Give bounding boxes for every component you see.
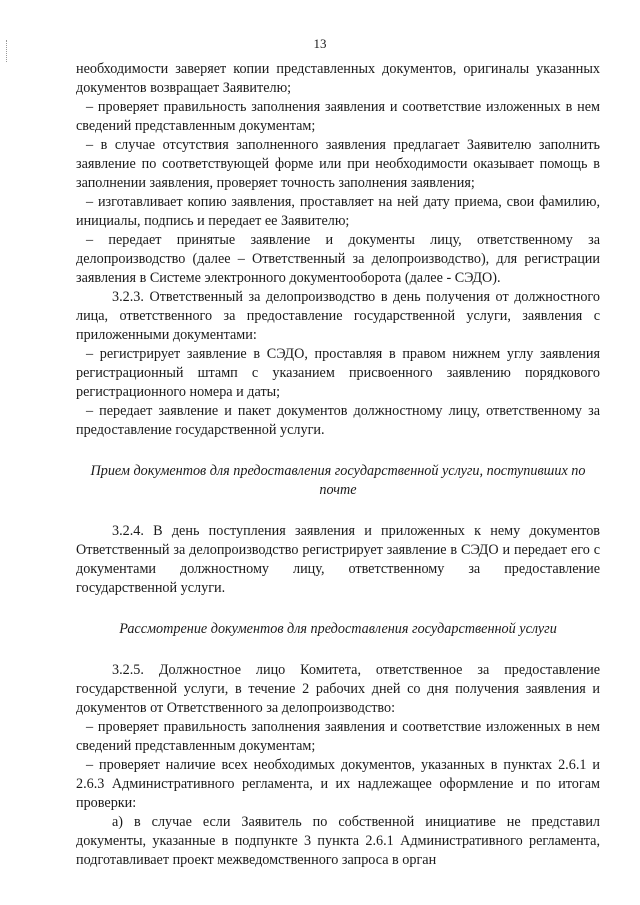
page-number: 13: [313, 36, 327, 51]
list-item-check-documents: – проверяет наличие всех необходимых документов, указанных в пунктах 2.6.1 и 2.6.3 Административного регламента, и их надлежащее оформление и по итогам проверки:: [76, 757, 600, 811]
paragraph-3-2-5: 3.2.5. Должностное лицо Комитета, ответственное за предоставление государственной услуги, в течение 2 рабочих дней со дня получения заявления и документов от Ответственного за делопроизводство:: [76, 662, 600, 716]
paragraph-3-2-3: 3.2.3. Ответственный за делопроизводство в день получения от должностного лица, ответственного за предоставление государственной услуги, заявления с приложенными документами:: [76, 289, 600, 343]
list-item-check-correctness: – проверяет правильность заполнения заявления и соответствие изложенных в нем сведений представленным документам;: [76, 719, 600, 754]
paragraph-3-2-4: 3.2.4. В день поступления заявления и приложенных к нему документов Ответственный за делопроизводство регистрирует заявление в СЭДО и передает его с документами должностному лицу, ответственному за предоставление государственной услуги.: [76, 523, 600, 596]
list-item-a: а) в случае если Заявитель по собственной инициативе не представил документы, указанные в подпункте 3 пункта 2.6.1 Административного регламента, подготавливает проект межведомственного запроса в орган: [76, 814, 600, 868]
list-item-transfer-documents: – передает принятые заявление и документы лицу, ответственному за делопроизводство (далее – Ответственный за делопроизводство), для регистрации заявления в Системе электронного документооборота (далее - СЭДО).: [76, 232, 600, 286]
page-content: [76, 60, 600, 870]
list-item-missing-application: – в случае отсутствия заполненного заявления предлагает Заявителю заполнить заявление по соответствующей форме или при необходимости оказывает помощь в заполнении заявления, проверяет точность заполнения заявления;: [76, 137, 600, 191]
section-heading-review: Рассмотрение документов для предоставления государственной услуги: [119, 621, 557, 637]
section-heading-postal: Прием документов для предоставления государственной услуги, поступивших по почте: [90, 463, 586, 498]
list-item-check-application: – проверяет правильность заполнения заявления и соответствие изложенных в нем сведений представленным документам;: [76, 99, 600, 134]
paragraph-continuation: необходимости заверяет копии представленных документов, оригиналы указанных документов возвращает Заявителю;: [76, 61, 600, 96]
list-item-register-sedo: – регистрирует заявление в СЭДО, проставляя в правом нижнем углу заявления регистрационный штамп с указанием присвоенного заявлению порядкового регистрационного номера и даты;: [76, 346, 600, 400]
list-item-make-copy: – изготавливает копию заявления, проставляет на ней дату приема, свои фамилию, инициалы, подпись и передает ее Заявителю;: [76, 194, 600, 229]
list-item-transfer-to-official: – передает заявление и пакет документов должностному лицу, ответственному за предоставление государственной услуги.: [76, 403, 600, 438]
